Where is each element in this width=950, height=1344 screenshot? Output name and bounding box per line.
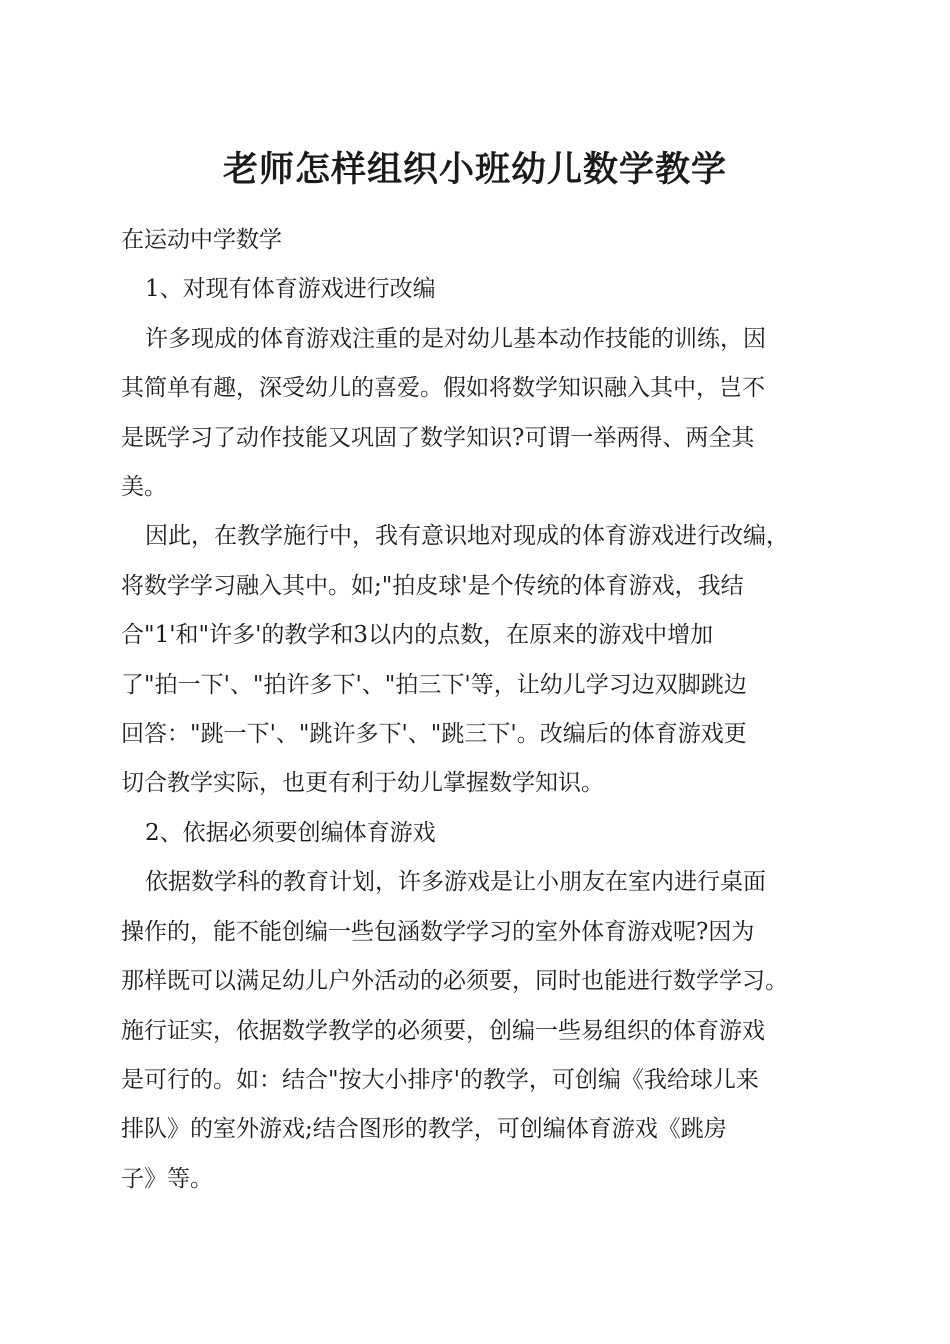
paragraph-body-3 (121, 858, 841, 1204)
paragraph-section-heading (121, 216, 841, 265)
text-line: 将数学学习融入其中。如;"拍皮球'是个传统的体育游戏，我结 (121, 572, 744, 599)
text-line: 依据数学科的教育计划，许多游戏是让小朋友在室内进行桌面 (145, 869, 766, 896)
text-line: 操作的，能不能创编一些包涵数学学习的室外体育游戏呢?因为 (121, 918, 755, 945)
paragraph-subheading-1 (121, 265, 841, 314)
paragraph-subheading-2 (121, 809, 841, 858)
text-line: 切合教学实际，也更有利于幼儿掌握数学知识。 (121, 770, 604, 797)
paragraph-body-1 (121, 315, 841, 513)
document-title: 老师怎样组织小班幼儿数学教学 (222, 149, 727, 190)
text-line: 那样既可以满足幼儿户外活动的必须要，同时也能进行数学学习。 (121, 968, 788, 995)
text-line: 施行证实，依据数学教学的必须要，创编一些易组织的体育游戏 (121, 1017, 765, 1044)
text-line: 合"1'和"许多'的教学和3以内的点数，在原来的游戏中增加 (121, 622, 714, 649)
text-line: 美。 (121, 474, 167, 501)
text-line: 子》等。 (121, 1165, 213, 1192)
text-line: 在运动中学数学 (121, 227, 282, 253)
document-body (121, 216, 841, 1204)
text-line: 许多现成的体育游戏注重的是对幼儿基本动作技能的训练，因 (145, 325, 766, 352)
text-line: 其简单有趣，深受幼儿的喜爱。假如将数学知识融入其中，岂不 (121, 375, 765, 402)
text-line: 1、对现有体育游戏进行改编 (145, 276, 436, 303)
text-line: 了"拍一下'、"拍许多下'、"拍三下'等，让幼儿学习边双脚跳边 (121, 671, 747, 698)
text-line: 排队》的室外游戏;结合图形的教学，可创编体育游戏《跳房 (121, 1116, 727, 1143)
text-line: 2、依据必须要创编体育游戏 (145, 819, 436, 846)
paragraph-body-2 (121, 512, 841, 808)
text-line: 是既学习了动作技能又巩固了数学知识?可谓一举两得、两全其 (121, 424, 755, 451)
text-line: 是可行的。如：结合"按大小排序'的教学，可创编《我给球儿来 (121, 1066, 759, 1093)
text-line: 回答："跳一下'、"跳许多下'、"跳三下'。改编后的体育游戏更 (121, 721, 747, 748)
text-line: 因此，在教学施行中，我有意识地对现成的体育游戏进行改编， (145, 523, 789, 550)
